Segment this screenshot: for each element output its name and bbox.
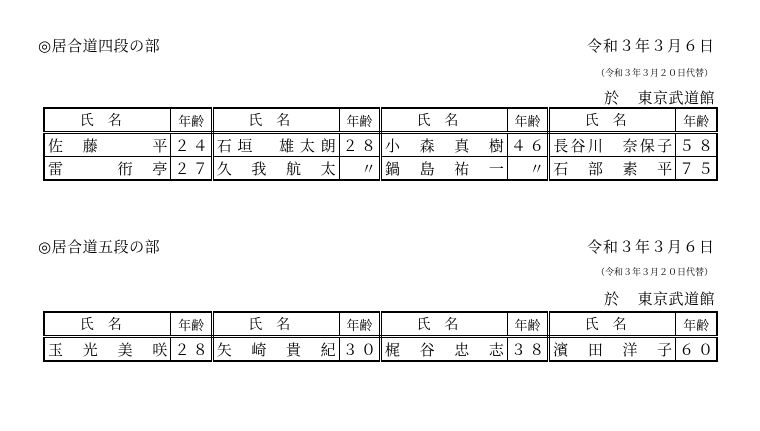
substitute-date-note: （令和３年３月２０日代替） xyxy=(595,69,713,79)
participant-age: ２４ xyxy=(171,133,212,157)
header-age: 年齢 xyxy=(171,312,212,337)
participant-age: ５８ xyxy=(676,133,717,157)
table-row xyxy=(44,337,717,362)
participant-name: 雷 衎亭 xyxy=(44,157,171,181)
participant-name: 石部素平 xyxy=(549,157,676,181)
section-title: ◎居合道五段の部 xyxy=(38,238,161,256)
substitute-date-note: （令和３年３月２０日代替） xyxy=(595,268,713,278)
header-age: 年齢 xyxy=(507,108,548,133)
event-date: 令和３年３月６日 xyxy=(586,37,715,55)
participant-name: 梶谷忠志 xyxy=(380,337,507,362)
roster-table xyxy=(43,311,718,362)
participant-name: 佐藤 平 xyxy=(44,133,171,157)
header-age: 年齢 xyxy=(339,108,380,133)
participant-name: 矢崎貴紀 xyxy=(212,337,339,362)
header-name: 氏名 xyxy=(44,312,171,337)
table-row xyxy=(44,133,717,157)
roster-table xyxy=(43,107,718,181)
participant-age: ３０ xyxy=(339,337,380,362)
venue-name: 東京武道館 xyxy=(637,89,715,107)
venue-name: 東京武道館 xyxy=(637,290,715,308)
participant-age: ３８ xyxy=(507,337,548,362)
header-name: 氏名 xyxy=(380,312,507,337)
header-row xyxy=(44,312,717,337)
participant-age: ２８ xyxy=(339,133,380,157)
header-name: 氏名 xyxy=(212,312,339,337)
header-age: 年齢 xyxy=(676,312,717,337)
header-name: 氏名 xyxy=(212,108,339,133)
participant-name: 石垣 雄太朗 xyxy=(212,133,339,157)
header-name: 氏名 xyxy=(44,108,171,133)
header-age: 年齢 xyxy=(339,312,380,337)
header-name: 氏名 xyxy=(549,108,676,133)
header-row xyxy=(44,108,717,133)
participant-name: 濱田洋子 xyxy=(549,337,676,362)
participant-name: 小森真樹 xyxy=(380,133,507,157)
participant-name: 久我航太 xyxy=(212,157,339,181)
header-age: 年齢 xyxy=(676,108,717,133)
venue-line xyxy=(604,288,715,309)
participant-age: ２７ xyxy=(171,157,212,181)
venue-line xyxy=(604,87,715,108)
participant-age: 〃 xyxy=(339,157,380,181)
header-name: 氏名 xyxy=(380,108,507,133)
participant-name: 長谷川 奈保子 xyxy=(549,133,676,157)
venue-prefix: 於 xyxy=(603,290,620,308)
section-title: ◎居合道四段の部 xyxy=(38,37,161,55)
participant-age: ７５ xyxy=(676,157,717,181)
participant-age: 〃 xyxy=(507,157,548,181)
participant-age: ６０ xyxy=(676,337,717,362)
header-age: 年齢 xyxy=(507,312,548,337)
header-name: 氏名 xyxy=(549,312,676,337)
participant-age: ４６ xyxy=(507,133,548,157)
table-row xyxy=(44,157,717,181)
participant-name: 玉光美咲 xyxy=(44,337,171,362)
header-age: 年齢 xyxy=(171,108,212,133)
participant-name: 鍋島祐一 xyxy=(380,157,507,181)
participant-age: ２８ xyxy=(171,337,212,362)
event-date: 令和３年３月６日 xyxy=(586,238,715,256)
venue-prefix: 於 xyxy=(603,89,620,107)
